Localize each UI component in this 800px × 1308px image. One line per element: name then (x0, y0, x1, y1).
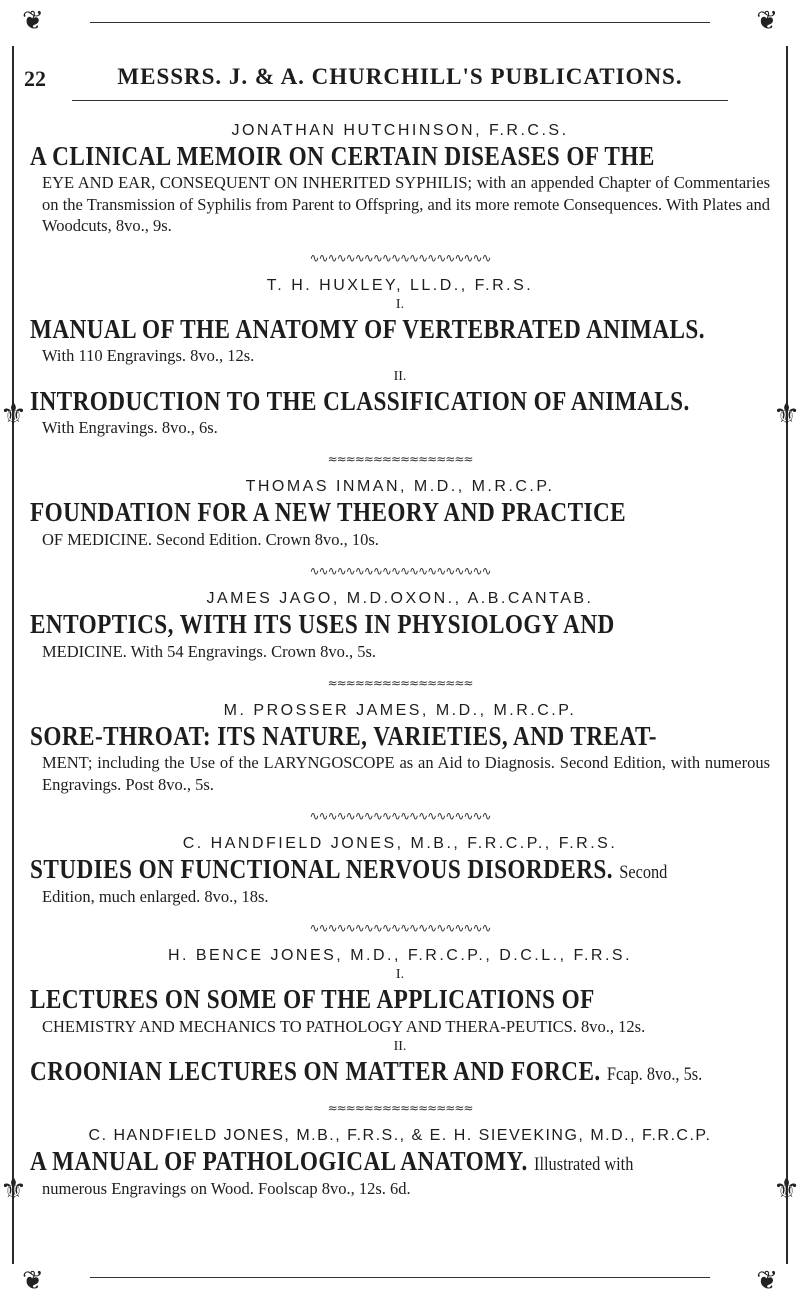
book-title: CROONIAN LECTURES ON MATTER AND FORCE. (30, 1055, 601, 1086)
author-name: H. BENCE JONES, M.D., F.R.C.P., D.C.L., F.R.S. (167, 947, 633, 965)
fleur-ornament-icon: ⚜ (0, 397, 27, 432)
book-title: A MANUAL OF PATHOLOGICAL ANATOMY. (30, 1146, 528, 1177)
author-name: C. HANDFIELD JONES, M.B., F.R.S., & E. H. SIEVEKING, M.D., F.R.C.P. (88, 1127, 712, 1145)
right-border-rule (786, 46, 788, 1264)
book-description: numerous Engravings on Wood. Foolscap 8vo., 12s. 6d. (42, 1178, 411, 1198)
book-description: With 110 Engravings. 8vo., 12s. (42, 346, 255, 366)
book-title: SORE-THROAT: ITS NATURE, VARIETIES, AND TREAT- (30, 721, 657, 752)
volume-numeral: II. (393, 1038, 407, 1054)
corner-ornament-icon: ❦ (756, 6, 778, 36)
book-title-line (30, 853, 768, 885)
scroll-separator: ≈≈≈≈≈≈≈≈≈≈≈≈≈≈≈≈ (327, 452, 473, 467)
fleur-ornament-icon: ⚜ (773, 397, 800, 432)
catalogue-entry (30, 478, 770, 550)
fleur-ornament-icon: ⚜ (0, 1172, 27, 1207)
catalogue-entry (30, 1127, 770, 1199)
catalogue-entry (30, 122, 770, 237)
volume-numeral: I. (395, 967, 405, 983)
book-title-line (30, 1055, 768, 1087)
book-title: MANUAL OF THE ANATOMY OF VERTEBRATED ANIMALS. (30, 313, 706, 344)
book-description: With Engravings. 8vo., 6s. (42, 417, 218, 437)
corner-ornament-icon: ❦ (22, 1266, 44, 1296)
wavy-separator: ∿∿∿∿∿∿∿∿∿∿∿∿∿∿∿∿∿∿∿∿ (309, 564, 491, 579)
book-title: INTRODUCTION TO THE CLASSIFICATION OF ANIMALS. (30, 385, 690, 416)
author-name: JONATHAN HUTCHINSON, F.R.C.S. (231, 122, 569, 139)
book-description: MENT; including the Use of the LARYNGOSCOPE as an Aid to Diagnosis. Second Edition, with numerous Engravings. Post 8vo., 5s. (42, 753, 770, 794)
left-border-rule (12, 46, 14, 1264)
title-continuation: Fcap. 8vo., 5s. (606, 1063, 703, 1085)
header-rule (72, 100, 728, 101)
author-name: JAMES JAGO, M.D.OXON., A.B.CANTAB. (206, 590, 594, 608)
author-name: C. HANDFIELD JONES, M.B., F.R.C.P., F.R.S. (182, 835, 618, 853)
book-description: EYE AND EAR, CONSEQUENT ON INHERITED SYPHILIS; with an appended Chapter of Commentaries on the Transmission of Syphilis from Parent to Offspring, and its more remote Consequences. With Plates and Woodcuts, 8vo., 9s. (42, 173, 770, 236)
catalogue-entry (30, 947, 770, 1087)
corner-ornament-icon: ❦ (22, 6, 44, 36)
title-continuation: Illustrated with (534, 1154, 634, 1176)
scroll-separator: ≈≈≈≈≈≈≈≈≈≈≈≈≈≈≈≈ (327, 676, 473, 691)
running-title: MESSRS. J. & A. CHURCHILL'S PUBLICATIONS. (117, 64, 683, 89)
book-title: ENTOPTICS, WITH ITS USES IN PHYSIOLOGY AND (30, 609, 615, 640)
wavy-separator: ∿∿∿∿∿∿∿∿∿∿∿∿∿∿∿∿∿∿∿∿ (309, 921, 491, 936)
author-name: THOMAS INMAN, M.D., M.R.C.P. (245, 478, 555, 496)
volume-numeral: II. (393, 368, 407, 384)
book-description: Edition, much enlarged. 8vo., 18s. (42, 886, 269, 906)
book-title: STUDIES ON FUNCTIONAL NERVOUS DISORDERS. (30, 854, 613, 885)
scroll-separator: ≈≈≈≈≈≈≈≈≈≈≈≈≈≈≈≈ (327, 1101, 473, 1116)
book-description: CHEMISTRY AND MECHANICS TO PATHOLOGY AND THERA-PEUTICS. 8vo., 12s. (42, 1016, 646, 1036)
title-continuation: Second (619, 862, 668, 884)
fleur-ornament-icon: ⚜ (773, 1172, 800, 1207)
page-header (0, 62, 800, 92)
book-title: FOUNDATION FOR A NEW THEORY AND PRACTICE (30, 497, 627, 528)
book-description: OF MEDICINE. Second Edition. Crown 8vo., 10s. (42, 529, 379, 549)
catalogue-entry (30, 702, 770, 795)
book-description: MEDICINE. With 54 Engravings. Crown 8vo., 5s. (42, 641, 377, 661)
catalogue-entry (30, 277, 770, 439)
page-number: 22 (24, 66, 46, 91)
author-name: M. PROSSER JAMES, M.D., M.R.C.P. (223, 702, 577, 720)
catalogue-content (30, 110, 770, 1203)
book-title: A CLINICAL MEMOIR ON CERTAIN DISEASES OF THE (30, 141, 655, 171)
author-name: T. H. HUXLEY, LL.D., F.R.S. (266, 276, 534, 294)
corner-ornament-icon: ❦ (756, 1266, 778, 1296)
wavy-separator: ∿∿∿∿∿∿∿∿∿∿∿∿∿∿∿∿∿∿∿∿ (309, 809, 491, 824)
top-ornamental-rule (90, 22, 710, 23)
bottom-ornamental-rule (90, 1277, 710, 1278)
volume-numeral: I. (395, 296, 405, 312)
wavy-separator: ∿∿∿∿∿∿∿∿∿∿∿∿∿∿∿∿∿∿∿∿ (309, 250, 491, 265)
book-title: LECTURES ON SOME OF THE APPLICATIONS OF (30, 984, 595, 1015)
catalogue-entry (30, 835, 770, 907)
book-title-line (30, 1145, 768, 1177)
catalogue-entry (30, 590, 770, 662)
